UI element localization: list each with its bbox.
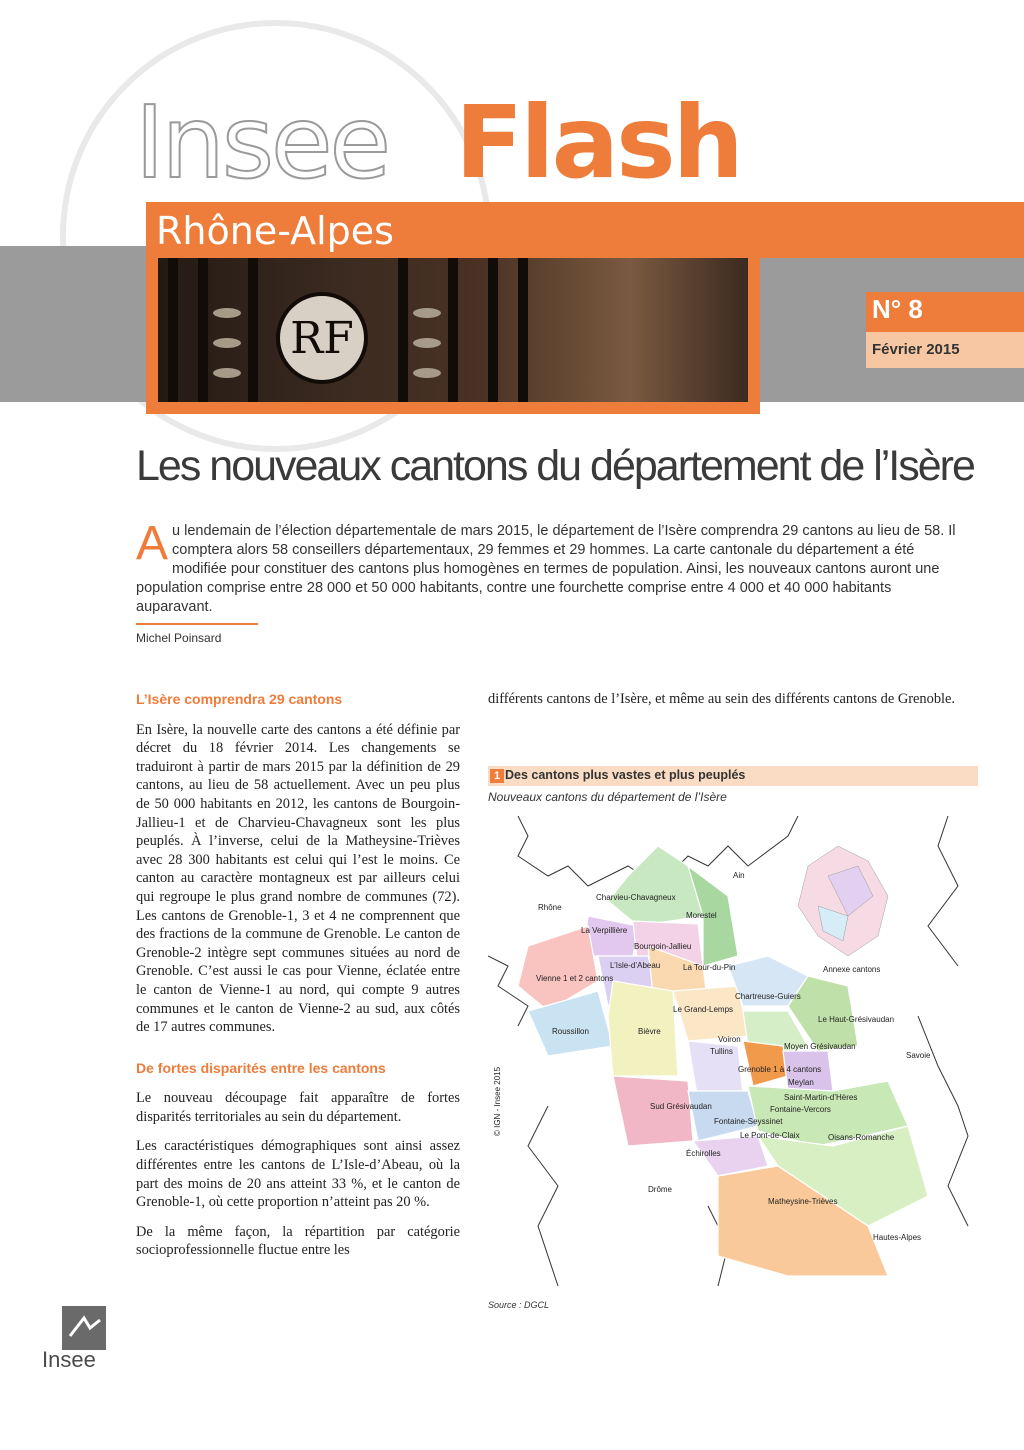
map-label-grand-lemps: Le Grand-Lemps bbox=[673, 1005, 734, 1014]
canton-map bbox=[488, 806, 978, 1296]
right-paragraph-1: différents cantons de l’Isère, et même au sein des différents cantons de Grenoble. bbox=[488, 691, 955, 707]
article-author: Michel Poinsard bbox=[136, 631, 222, 645]
map-label-la-verpilliere: La Verpillière bbox=[581, 926, 628, 935]
figure-title: Des cantons plus vastes et plus peuplés bbox=[505, 768, 746, 782]
figure-subtitle: Nouveaux cantons du département de l’Isère bbox=[488, 790, 727, 804]
author-rule bbox=[136, 623, 258, 625]
masthead-region: Rhône-Alpes bbox=[156, 209, 394, 253]
article-headline: Les nouveaux cantons du département de l’Isère bbox=[136, 442, 974, 490]
map-label-st-martin: Saint-Martin-d’Hères bbox=[784, 1093, 858, 1102]
insee-logo-text: Insee bbox=[42, 1347, 96, 1372]
left-column bbox=[136, 690, 460, 1271]
map-label-chartreuse: Chartreuse-Guiers bbox=[735, 992, 801, 1001]
rf-monogram: RF bbox=[276, 292, 368, 384]
intro-text: u lendemain de l’élection départementale de mars 2015, le département de l’Isère comprendra 29 cantons au lieu de 58. Il comptera alors 58 conseillers départementaux, 29 femmes et 29 hommes. La carte cantonale du département a été modifiée pour constituer des cantons plus homogènes en termes de population. Ainsi, les nouveaux cantons auront une population comprise entre 28 000 et 50 000 habitants, contre une fourchette comprise entre 4 000 et 40 000 habitants auparavant. bbox=[136, 523, 956, 615]
article-intro bbox=[136, 517, 960, 617]
section-title-cantons: L’Isère comprendra 29 cantons bbox=[136, 691, 343, 707]
map-label-bourgoin: Bourgoin-Jallieu bbox=[634, 942, 692, 951]
map-label-rhone: Rhône bbox=[538, 903, 562, 912]
figure-number: 1 bbox=[490, 769, 504, 783]
map-label-isle-abeau: L’Isle-d’Abeau bbox=[610, 961, 661, 970]
section2-paragraph-1: Le nouveau découpage fait apparaître de fortes disparités territoriales au sein du département. bbox=[136, 1090, 460, 1125]
map-label-roussillon: Roussillon bbox=[552, 1027, 589, 1036]
map-label-savoie: Savoie bbox=[906, 1051, 931, 1060]
map-label-fontaine-seyssinet: Fontaine-Seyssinet bbox=[714, 1117, 783, 1126]
right-column bbox=[488, 690, 978, 720]
section-title-disparites: De fortes disparités entre les cantons bbox=[136, 1059, 386, 1076]
map-label-moyen-gresivaudan: Moyen Grésivaudan bbox=[784, 1042, 856, 1051]
map-label-tullins: Tullins bbox=[710, 1047, 733, 1056]
map-label-hautes-alpes: Hautes-Alpes bbox=[873, 1233, 922, 1242]
map-label-oisans: Oisans-Romanche bbox=[828, 1133, 895, 1142]
map-label-fontaine-vercors: Fontaine-Vercors bbox=[770, 1105, 831, 1114]
map-label-pont-de-claix: Le Pont-de-Claix bbox=[740, 1131, 800, 1140]
map-label-morestel: Morestel bbox=[686, 911, 717, 920]
map-label-voiron: Voiron bbox=[718, 1035, 741, 1044]
map-label-echirolles: Échirolles bbox=[686, 1149, 721, 1158]
map-label-vienne: Vienne 1 et 2 cantons bbox=[536, 974, 614, 983]
intro-dropcap: A bbox=[136, 517, 169, 570]
insee-logo-mark bbox=[62, 1306, 106, 1350]
map-label-inset: Annexe cantons bbox=[823, 965, 881, 974]
masthead-insee: Insee bbox=[135, 84, 389, 201]
issue-number: N° 8 bbox=[872, 294, 923, 324]
map-label-haut-gresivaudan: Le Haut-Grésivaudan bbox=[818, 1015, 895, 1024]
map-copyright: © IGN - Insee 2015 bbox=[493, 1066, 502, 1136]
map-label-drome: Drôme bbox=[648, 1185, 673, 1194]
insee-logo-icon bbox=[62, 1306, 106, 1350]
section1-paragraph: En Isère, la nouvelle carte des cantons a été définie par décret du 18 février 2014. Les changements se traduiront à partir de mars 2015 par la définition de 29 cantons, au lieu de 58 actuellement. Avec un peu plus de 50 000 habitants en 2012, les cantons de Bourgoin-Jallieu-1 et de Charvieu-Chavagneux sont les plus peuplés. À l’inverse, celui de la Matheysine-Trièves avec 28 300 habitants est celui qui l’est le moins. Ce canton au caractère montagneux est par ailleurs celui qui regroupe le plus grand nombre de communes (72). Les cantons de Grenoble-1, 3 et 4 ne comprennent que des fractions de la commune de Grenoble. Le canton de Grenoble-2 intègre sept communes situées au nord de Grenoble. C’est aussi le cas pour Vienne, éclatée entre le canton de Vienne-1 au nord, qui compte 9 autres communes et le canton de Vienne-2 au sud, aux côtés de 17 autres communes. bbox=[136, 721, 460, 1036]
map-label-grenoble: Grenoble 1 à 4 cantons bbox=[738, 1065, 822, 1074]
issue-date: Février 2015 bbox=[872, 341, 960, 358]
map-label-ain: Ain bbox=[733, 871, 745, 880]
map-label-sud-gresivaudan: Sud Grésivaudan bbox=[650, 1102, 712, 1111]
masthead-flash: Flash bbox=[455, 84, 741, 201]
section2-paragraph-2: Les caractéristiques démographiques sont ainsi assez différentes entre les cantons de L’Isle-d’Abeau, où la part des moins de 20 ans atteint 33 %, et le canton de Grenoble-1, où cette proportion n’atteint pas 20 %. bbox=[136, 1138, 460, 1211]
map-label-meylan: Meylan bbox=[788, 1078, 814, 1087]
section2-paragraph-3: De la même façon, la répartition par catégorie socioprofessionnelle fluctue entre les bbox=[136, 1223, 460, 1259]
map-label-matheysine: Matheysine-Trièves bbox=[768, 1197, 838, 1206]
figure-source: Source : DGCL bbox=[488, 1300, 550, 1310]
header-photo bbox=[158, 258, 748, 402]
map-label-la-tour-du-pin: La Tour-du-Pin bbox=[683, 963, 736, 972]
map-label-charvieu: Charvieu-Chavagneux bbox=[596, 893, 676, 902]
map-label-bievre: Bièvre bbox=[638, 1027, 661, 1036]
